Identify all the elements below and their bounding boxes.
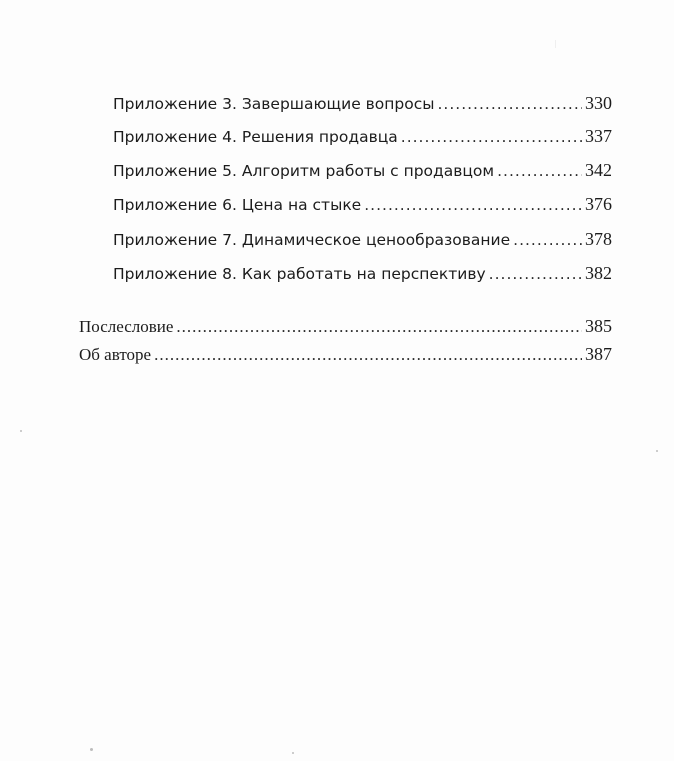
toc-entry-appendix-7 [113, 229, 612, 250]
dot-leader [364, 196, 582, 214]
toc-entry-page-number: 378 [585, 229, 612, 249]
toc-entry-title: Приложение 7. Динамическое ценообразование [113, 231, 511, 249]
dot-leader [154, 345, 582, 365]
paper-speck [292, 752, 294, 754]
toc-entry-title: Приложение 6. Цена на стыке [113, 196, 362, 214]
toc-entry-about-author [79, 344, 612, 365]
toc-entry-page-number: 337 [585, 126, 612, 146]
dot-leader [513, 231, 582, 249]
toc-entry-title: Приложение 4. Решения продавца [113, 128, 398, 146]
dot-leader [497, 162, 582, 180]
dot-leader [401, 128, 582, 146]
bleed-through-mark [555, 40, 556, 48]
paper-speck [656, 450, 658, 452]
toc-entry-page-number: 385 [585, 316, 612, 336]
toc-entry-page-number: 342 [585, 160, 612, 180]
toc-entry-appendix-5 [113, 160, 612, 181]
toc-entry-title: Приложение 3. Завершающие вопросы [113, 95, 435, 113]
dot-leader [438, 95, 583, 113]
paper-speck [20, 430, 22, 432]
toc-entry-page-number: 382 [585, 263, 612, 283]
dot-leader [489, 265, 582, 283]
paper-speck [90, 748, 93, 751]
toc-entry-appendix-4 [113, 126, 612, 147]
toc-entry-title: Послесловие [79, 317, 174, 336]
dot-leader [176, 317, 582, 337]
toc-entry-title: Приложение 5. Алгоритм работы с продавцом [113, 162, 495, 180]
toc-entry-afterword [79, 316, 612, 337]
toc-entry-appendix-8 [113, 263, 612, 284]
toc-entry-page-number: 376 [585, 194, 612, 214]
toc-entry-appendix-6 [113, 194, 612, 215]
toc-entry-page-number: 387 [585, 344, 612, 364]
toc-entry-title: Об авторе [79, 345, 152, 364]
toc-entry-page-number: 330 [585, 93, 612, 113]
toc-entry-appendix-3 [113, 93, 612, 114]
toc-entry-title: Приложение 8. Как работать на перспективу [113, 265, 486, 283]
